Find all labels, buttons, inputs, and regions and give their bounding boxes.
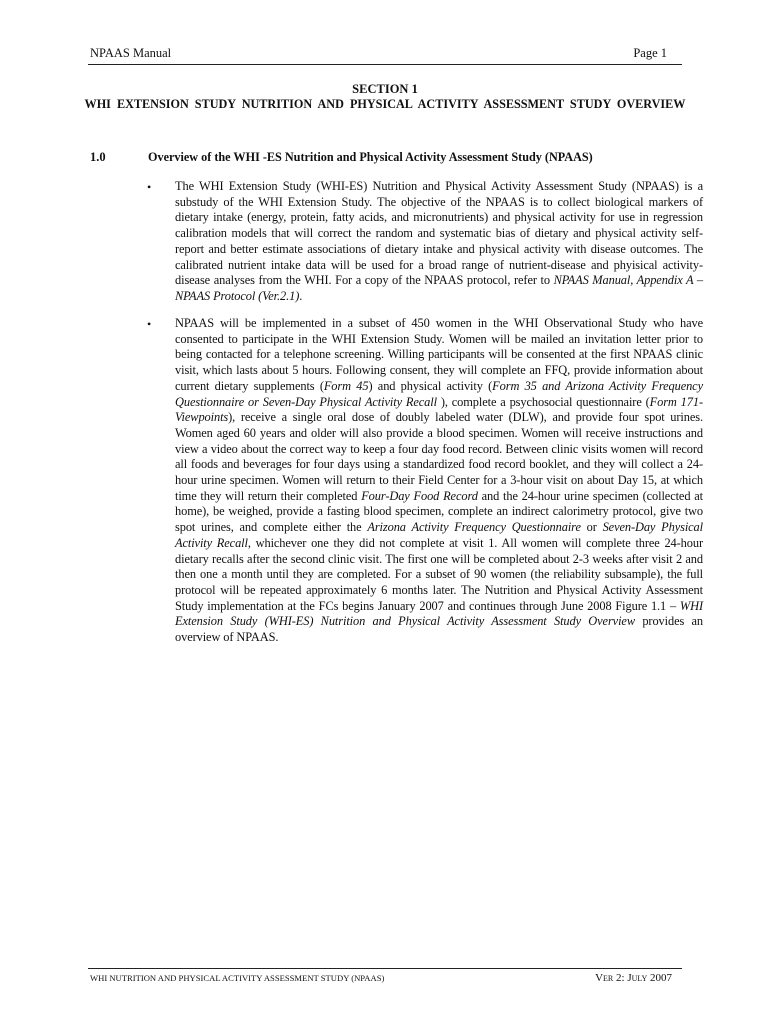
header-title: NPAAS Manual: [90, 46, 172, 60]
heading-number: 1.0: [90, 150, 106, 164]
header-rule: [88, 64, 682, 65]
heading-text: Overview of the WHI -ES Nutrition and Physical Activity Assessment Study (NPAAS): [148, 150, 593, 164]
bullet-marker: •: [147, 317, 152, 331]
section-number: SECTION 1: [352, 82, 418, 96]
paragraph-implementation: NPAAS will be implemented in a subset of 450 women in the WHI Observational Study who have consented to participate in the WHI Extension Study. Women will be mailed an invitation letter prior to being contacted for a telephone screening. Willing participants will be consented at the first NPAAS clinic visit, which lasts about 5 hours. Following consent, they will complete an FFQ, provide information about current dietary supplements (Form 45) and physical activity (Form 35 and Arizona Activity Frequency Questionnaire or Seven-Day Physical Activity Recall ), complete a psychosocial questionnaire (Form 171- Viewpoints), receive a single oral dose of doubly labeled water (DLW), and provide four spot urines. Women aged 60 years and older will also provide a blood specimen. Women will receive instructions and view a video about the correct way to keep a four day food record. Between clinic visits women will record all foods and beverages for four days using a standardized food record booklet, and they will collect a 24-hour urine specimen. Women will return to their Field Center for a 3-hour visit on about Day 15, at which time they will return their completed Four-Day Food Record and the 24-hour urine specimen (collected at home), be weighed, provide a fasting blood specimen, complete an indirect calorimetry protocol, give two spot urines, and complete either the Arizona Activity Frequency Questionnaire or Seven-Day Physical Activity Recall, whichever one they did not complete at visit 1. All women will complete three 24-hour dietary recalls after the second clinic visit. The first one will be completed about 2-3 weeks after visit 2 and then one a month until they are completed. For a subset of 90 women (the reliability subsample), the full protocol will be repeated approximately 6 months later. The Nutrition and Physical Activity Assessment Study implementation at the FCs begins January 2007 and continues through June 2008 Figure 1.1 – WHI Extension Study (WHI-ES) Nutrition and Physical Activity Assessment Study Overview provides an overview of NPAAS.: [175, 316, 704, 645]
footer-rule: [88, 968, 682, 969]
footer-version: Ver 2: July 2007: [595, 972, 672, 984]
section-title: WHI EXTENSION STUDY NUTRITION AND PHYSICAL ACTIVITY ASSESSMENT STUDY OVERVIEW: [84, 97, 686, 111]
bullet-marker: •: [147, 180, 152, 194]
footer-title: WHI NUTRITION AND PHYSICAL ACTIVITY ASSESSMENT STUDY (NPAAS): [90, 973, 385, 983]
page-number: Page 1: [633, 46, 667, 60]
paragraph-overview: The WHI Extension Study (WHI-ES) Nutrition and Physical Activity Assessment Study (NPAAS) is a substudy of the WHI Extension Study. The objective of the NPAAS is to collect biological markers of dietary intake (energy, protein, fatty acids, and micronutrients) and physical activity for use in regression calibration models that will correct the random and systematic bias of dietary and physical activity self-report and better estimate associations of dietary intake and physical activity with disease outcomes. The calibrated nutrient intake data will be used for a broad range of nutrient-disease and phyisical activity-disease analyses from the WHI. For a copy of the NPAAS protocol, refer to NPAAS Manual, Appendix A – NPAAS Protocol (Ver.2.1).: [175, 179, 704, 303]
